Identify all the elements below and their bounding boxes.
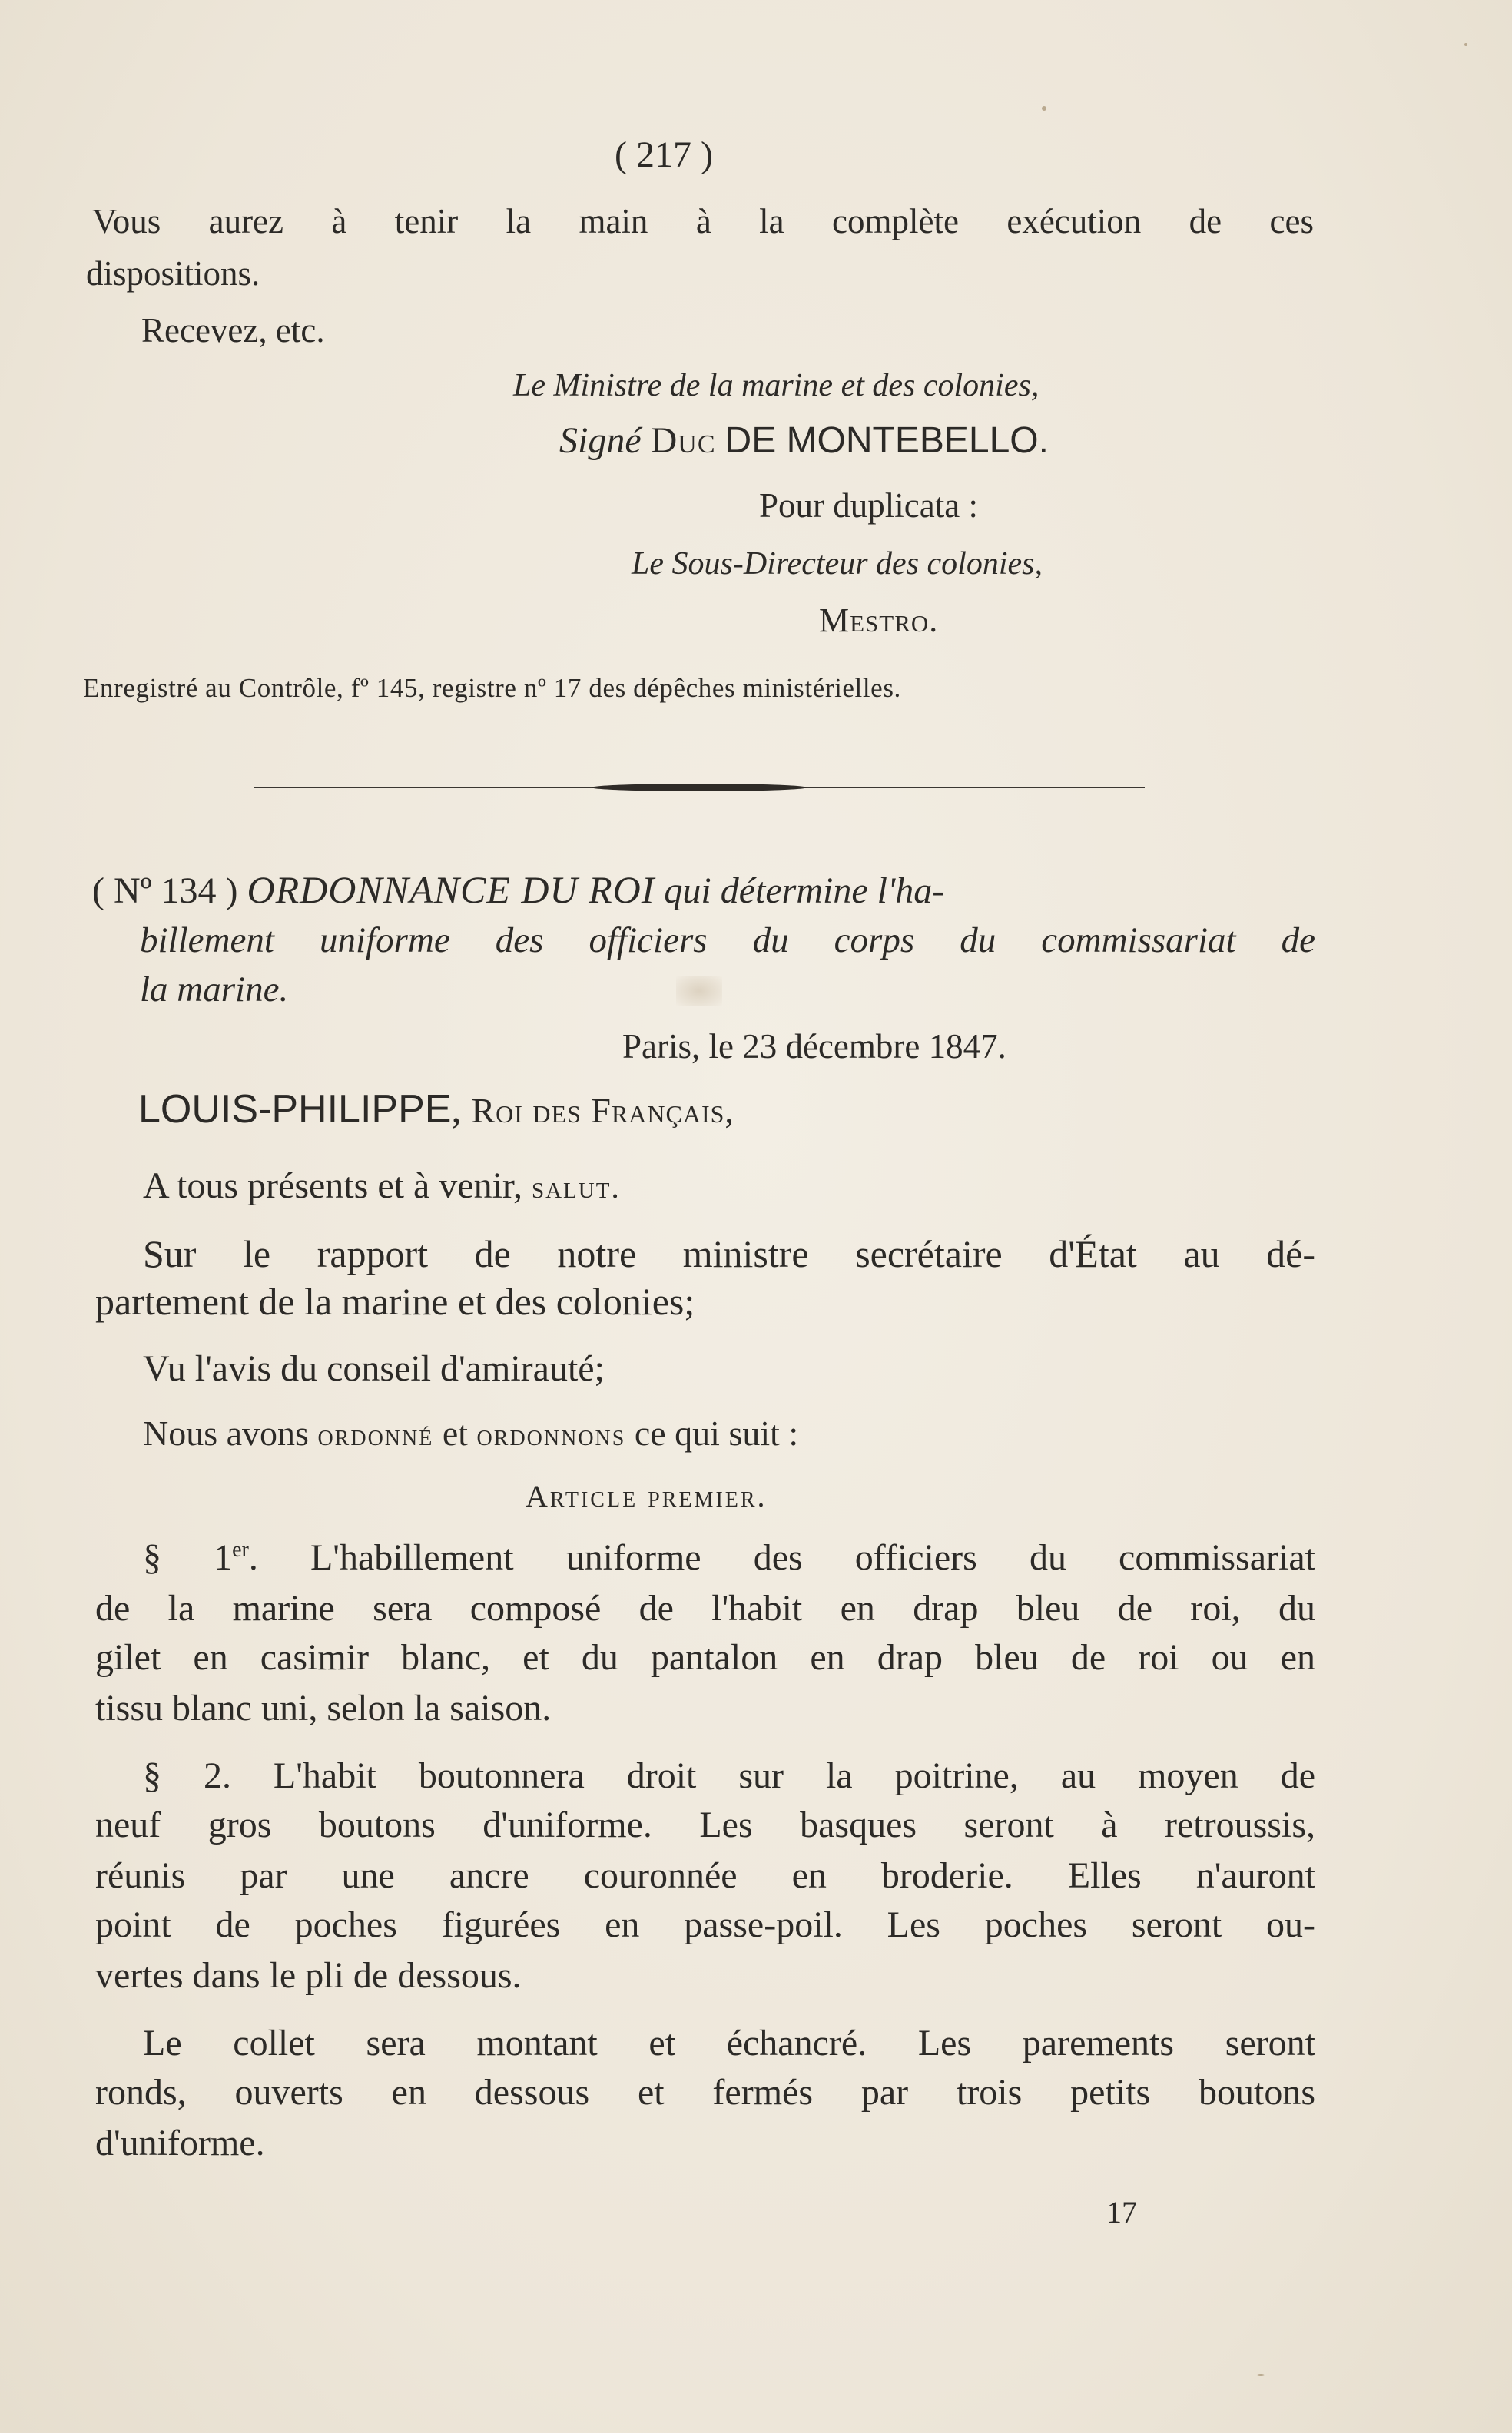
king-line: LOUIS-PHILIPPE, Roi des Français,	[138, 1087, 734, 1132]
ordonnance-heading-line-3	[140, 966, 288, 1013]
rapport-line-2: partement de la marine et des colonies;	[95, 1280, 695, 1323]
p2-line-2: neuf gros boutons d'uniforme. Les basques seront à retroussis,	[95, 1805, 1315, 1845]
signer-name: DE MONTEBELLO.	[724, 420, 1049, 461]
avis-line: Vu l'avis du conseil d'amirauté;	[143, 1348, 605, 1389]
ce-qui-suit: ce qui suit :	[634, 1414, 799, 1453]
p2-line-4: point de poches figurées en passe-poil. Les poches seront ou-	[95, 1904, 1315, 1945]
king-title: Roi des Français,	[471, 1091, 734, 1130]
ordonnance-number: ( Nº 134 )	[92, 870, 238, 911]
salut-word: salut.	[531, 1170, 621, 1205]
ordonnance-heading-line-2	[140, 917, 1315, 963]
p1-line-2: de la marine sera composé de l'habit en drap bleu de roi, du	[95, 1588, 1315, 1629]
p1-number: § 1	[143, 1537, 233, 1578]
p2-line-5: vertes dans le pli de dessous.	[95, 1955, 522, 1996]
p1-sup: er	[232, 1538, 249, 1562]
signature-mark: 17	[1106, 2195, 1137, 2229]
letter-line-1: Vous aurez à tenir la main à la complète exécution de ces	[92, 202, 1314, 240]
article-heading: Article premier.	[526, 1479, 768, 1513]
ordonne-word: ordonné	[317, 1417, 434, 1452]
section-divider	[254, 782, 1145, 793]
salut-line	[143, 1163, 621, 1211]
minister-title	[513, 363, 1039, 409]
ordonnance-title-line2: billement uniforme des officiers du corps du commissariat de	[140, 920, 1315, 960]
enregistre-line: Enregistré au Contrôle, fº 145, registre nº 17 des dépêches ministérielles.	[83, 673, 901, 703]
signature-line	[559, 418, 1049, 464]
p3-line-2: ronds, ouverts en dessous et fermés par trois petits boutons	[95, 2072, 1315, 2113]
paper-speck	[1464, 43, 1467, 46]
duc-word: Duc	[650, 420, 716, 461]
sous-directeur-line	[632, 541, 1043, 587]
salut-text: A tous présents et à venir,	[143, 1165, 522, 1206]
ordonne-line	[143, 1410, 798, 1458]
et-word: et	[442, 1414, 469, 1453]
signe-word: Signé	[559, 420, 642, 461]
ordonnance-heading-line-1	[92, 867, 944, 914]
ordonnance-title-line3: la marine.	[140, 970, 289, 1009]
letter-line-2: dispositions.	[86, 254, 260, 293]
king-name: LOUIS-PHILIPPE	[138, 1087, 452, 1132]
ordonnance-title-rest: qui détermine l'ha-	[664, 870, 945, 911]
p1-line-4: tissu blanc uni, selon la saison.	[95, 1688, 552, 1729]
page-number: ( 217 )	[615, 134, 713, 175]
place-date: Paris, le 23 décembre 1847.	[622, 1027, 1006, 1066]
p1-text: . L'habillement uniforme des officiers du commissariat	[248, 1537, 1315, 1578]
divider-thick-center	[592, 784, 807, 791]
recevez-line: Recevez, etc.	[141, 311, 325, 350]
minister-title-text: Le Ministre de la marine et des colonies,	[513, 368, 1040, 403]
paper-speck	[1042, 106, 1046, 111]
p1-line-1	[143, 1535, 1315, 1581]
mestro-line: Mestro.	[819, 602, 939, 639]
ordonnance-title-caps: ORDONNANCE DU ROI	[247, 868, 655, 911]
paper-speck	[1257, 2374, 1265, 2376]
nous-avons: Nous avons	[143, 1414, 309, 1453]
p2-line-3: réunis par une ancre couronnée en broderie. Elles n'auront	[95, 1855, 1315, 1896]
p3-line-3: d'uniforme.	[95, 2123, 265, 2163]
p3-line-1: Le collet sera montant et échancré. Les parements seront	[143, 2023, 1315, 2063]
rapport-line-1: Sur le rapport de notre ministre secrétaire d'État au dé-	[143, 1232, 1315, 1275]
p2-line-1: § 2. L'habit boutonnera droit sur la poitrine, au moyen de	[143, 1755, 1315, 1796]
ink-blot	[676, 976, 722, 1006]
duplicata-line: Pour duplicata :	[759, 486, 978, 525]
sous-directeur-text: Le Sous-Directeur des colonies,	[632, 546, 1043, 582]
p1-line-3: gilet en casimir blanc, et du pantalon en drap bleu de roi ou en	[95, 1637, 1315, 1678]
ordonnons-word: ordonnons	[476, 1417, 626, 1452]
